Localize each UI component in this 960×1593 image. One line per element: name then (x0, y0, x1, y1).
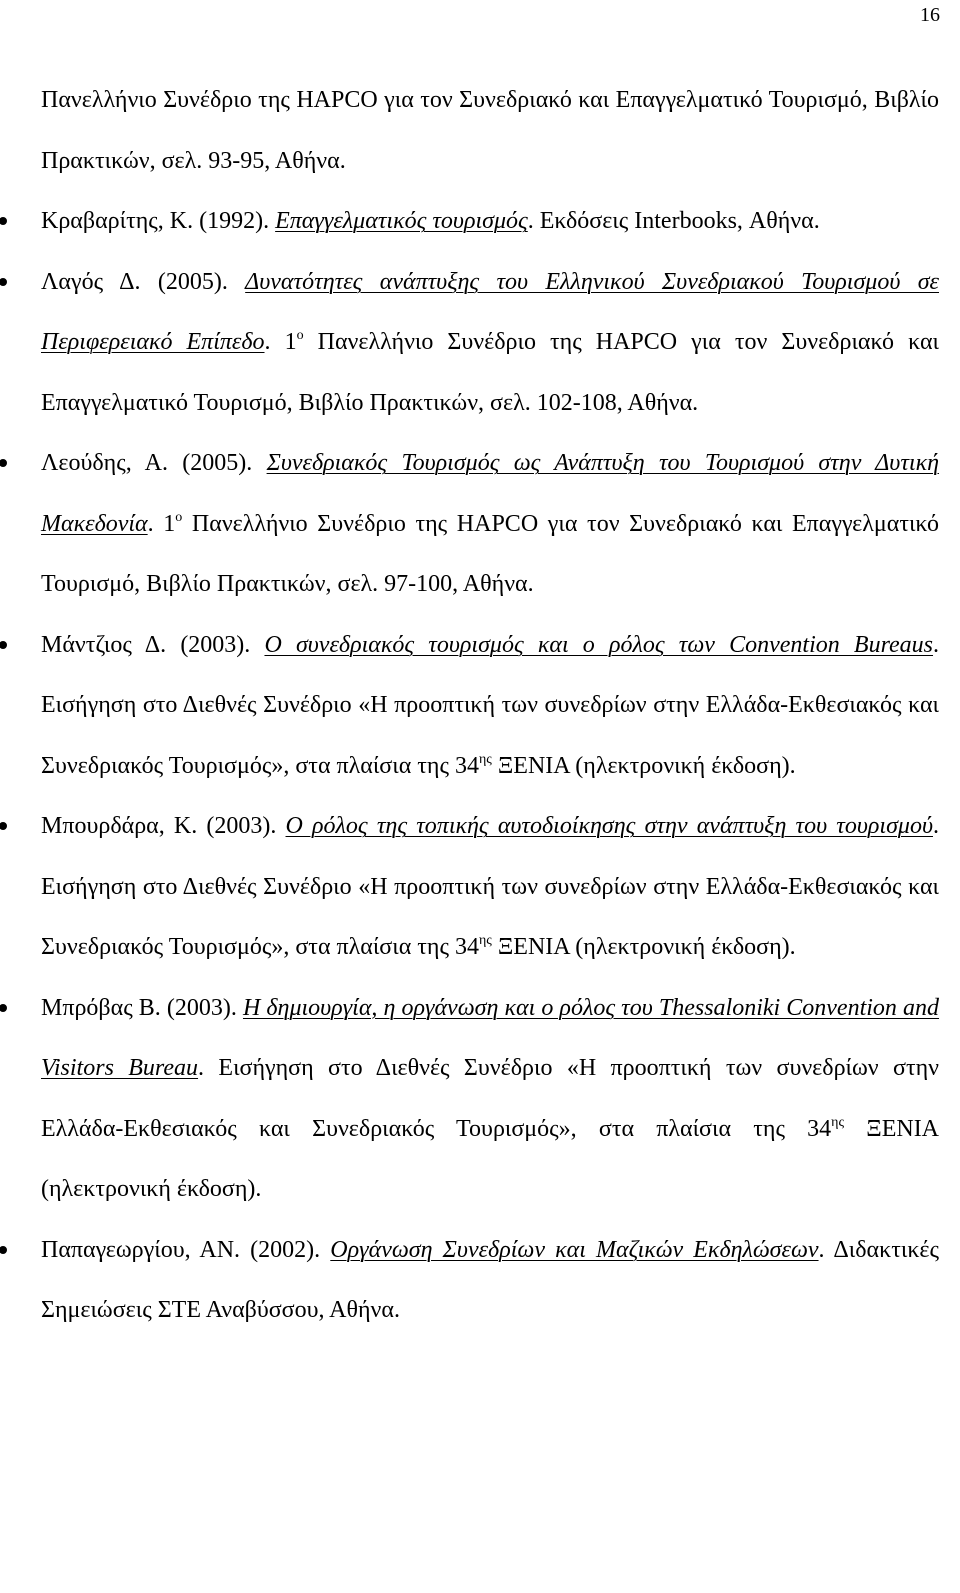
reference-superscript: ο (175, 509, 183, 525)
reference-superscript: ης (478, 933, 492, 948)
reference-superscript: ο (296, 328, 304, 343)
bullet-icon (0, 217, 7, 225)
reference-details: . Εισήγηση στο Διεθνές Συνέδριο «Η προοπτική των συνεδρίων στην Ελλάδα-Εκθεσιακός και Συνεδριακός Τουρισμός», στα πλαίσια της 34 (41, 1055, 940, 1142)
reference-title: Η δημιουργία, η οργάνωση και ο ρόλος του Thessaloniki Convention and Visitors Bureau (41, 994, 940, 1081)
reference-details-rest: ΞΕΝΙΑ (ηλεκτρονική έκδοση). (41, 1115, 940, 1202)
reference-details: . 1 (147, 510, 176, 537)
reference-list (41, 70, 939, 1341)
bullet-icon (0, 459, 7, 467)
reference-details: . Διδακτικές Σημειώσεις ΣΤΕ Αναβύσσου, Αθήνα. (41, 1236, 939, 1323)
reference-item (41, 252, 939, 434)
reference-title: Ο ρόλος της τοπικής αυτοδιοίκησης στην ανάπτυξη του τουρισμού (285, 813, 933, 839)
reference-continuation: Πανελλήνιο Συνέδριο της HAPCO για τον Συνεδριακό και Επαγγελματικό Τουρισμό, Βιβλίο Πρακτικών, σελ. 93-95, Αθήνα. (41, 87, 939, 174)
reference-details: . Εκδόσεις Interbooks, Αθήνα. (527, 208, 820, 234)
reference-title: Δυνατότητες ανάπτυξης του Ελληνικού Συνεδριακού Τουρισμού σε Περιφερειακό Επίπεδο (41, 268, 939, 355)
bullet-icon (0, 278, 7, 286)
reference-details-rest: ΞΕΝΙΑ (ηλεκτρονική έκδοση). (491, 752, 796, 779)
reference-author: Κραβαρίτης, Κ. (1992). (41, 208, 276, 234)
reference-details-rest: Πανελλήνιο Συνέδριο της HAPCO για τον Συνεδριακό και Επαγγελματικό Τουρισμό, Βιβλίο Πρακτικών, σελ. 102-108, Αθήνα. (41, 329, 940, 416)
reference-item (41, 978, 939, 1220)
reference-author: Λεούδης, Α. (2005). (41, 450, 267, 476)
reference-details-rest: Πανελλήνιο Συνέδριο της HAPCO για τον Συνεδριακό και Επαγγελματικό Τουρισμό, Βιβλίο Πρακτικών, σελ. 97-100, Αθήνα. (41, 510, 939, 597)
reference-item (41, 191, 939, 252)
reference-details: . 1 (264, 329, 297, 355)
bullet-icon (0, 1004, 7, 1012)
reference-superscript: ης (478, 751, 492, 767)
reference-author: Μάντζιος Δ. (2003). (41, 631, 265, 658)
reference-title: Οργάνωση Συνεδρίων και Μαζικών Εκδηλώσεων (330, 1236, 819, 1263)
page-number: 16 (920, 4, 940, 26)
reference-title: Ο συνεδριακός τουρισμός και ο ρόλος των Convention Bureaus (264, 631, 934, 658)
reference-details-rest: ΞΕΝΙΑ (ηλεκτρονική έκδοση). (491, 934, 796, 960)
reference-title: Επαγγελματικός τουρισμός (275, 208, 528, 234)
reference-author: Παπαγεωργίου, ΑΝ. (2002). (41, 1236, 331, 1263)
reference-author: Μπουρδάρα, Κ. (2003). (41, 813, 286, 839)
reference-item (41, 796, 939, 978)
reference-author: Λαγός Δ. (2005). (41, 268, 246, 295)
bullet-icon (0, 1246, 7, 1254)
reference-item (41, 615, 939, 797)
reference-item (41, 1220, 939, 1341)
reference-item (41, 433, 939, 615)
reference-superscript: ης (831, 1114, 845, 1130)
reference-author: Μπρόβας Β. (2003). (41, 994, 243, 1021)
reference-details: . Εισήγηση στο Διεθνές Συνέδριο «Η προοπτική των συνεδρίων στην Ελλάδα-Εκθεσιακός και Συνεδριακός Τουρισμός», στα πλαίσια της 34 (41, 631, 940, 779)
bullet-icon (0, 641, 7, 649)
bullet-icon (0, 822, 7, 830)
reference-title: Συνεδριακός Τουρισμός ως Ανάπτυξη του Τουρισμού στην Δυτική Μακεδονία (41, 450, 940, 537)
reference-details: . Εισήγηση στο Διεθνές Συνέδριο «Η προοπτική των συνεδρίων στην Ελλάδα-Εκθεσιακός και Συνεδριακός Τουρισμός», στα πλαίσια της 34 (41, 813, 939, 960)
